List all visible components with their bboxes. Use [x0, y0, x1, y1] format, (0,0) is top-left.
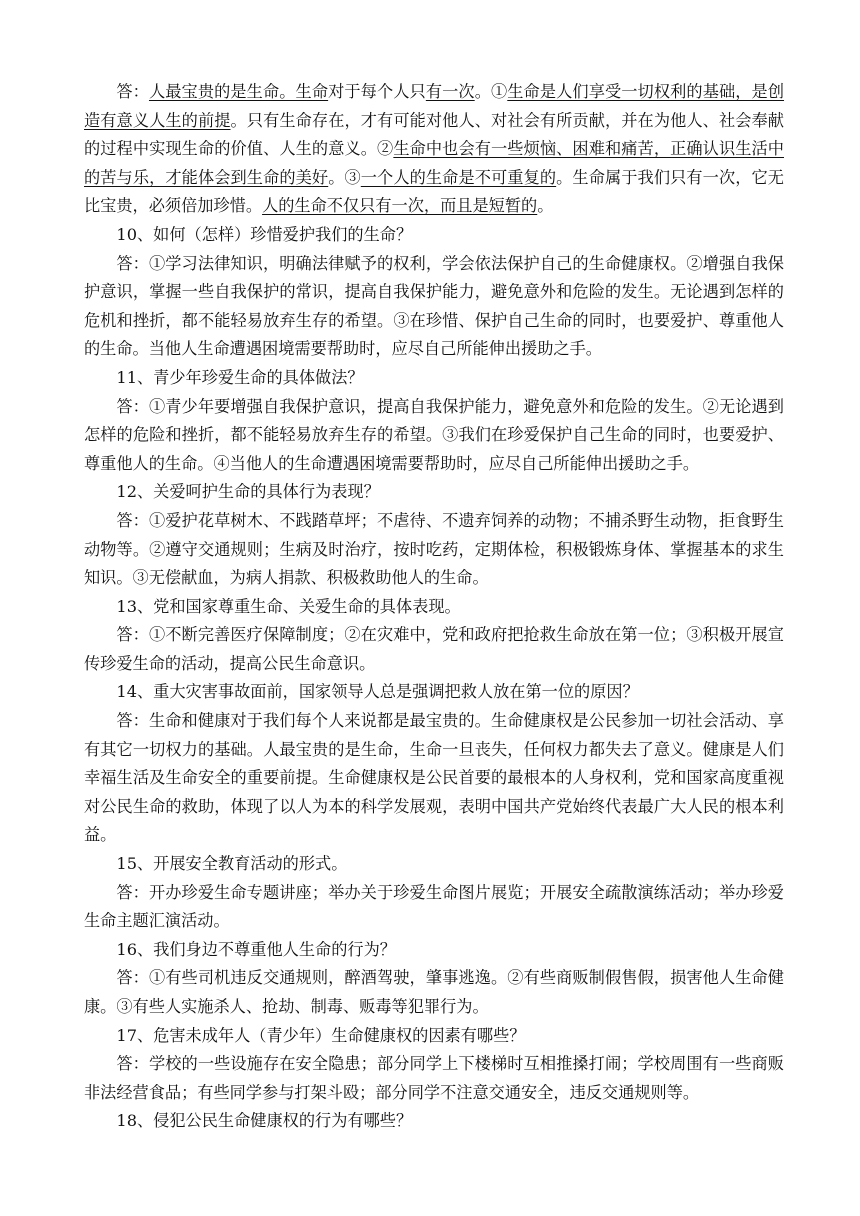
text-segment: 11、青少年珍爱生命的具体做法？ — [116, 367, 364, 387]
underlined-text: 生命中也会有一些烦恼、困难和痛苦，正确认识生活中的苦与乐，才能体会到生命的美好 — [84, 139, 784, 187]
text-segment: 答：①青少年要增强自我保护意识，提高自我保护能力，避免意外和危险的发生。②无论遇到怎样的危险和挫折，都不能轻易放弃生存的希望。③我们在珍爱保护自己生命的同时，也要爱护、尊重他人的生命。④当他人的生命遭遇困境需要帮助时，应尽自己所能伸出援助之手。 — [84, 396, 784, 473]
paragraph — [84, 707, 784, 850]
paragraph — [84, 250, 784, 364]
text-segment: 答： — [116, 82, 149, 101]
paragraph — [84, 1107, 784, 1136]
underlined-text: 人最宝贵的是生命。生命 — [148, 82, 329, 101]
paragraph — [84, 593, 784, 622]
text-segment: 18、侵犯公民生命健康权的行为有哪些？ — [116, 1111, 413, 1131]
text-segment: 15、开展安全教育活动的形式。 — [116, 854, 348, 874]
paragraph — [84, 936, 784, 965]
text-segment: 。生命属于我们只有一次，它无比宝贵，必须倍加珍惜。 — [84, 167, 784, 216]
paragraph — [84, 78, 784, 221]
paragraph — [84, 621, 784, 678]
paragraph — [84, 478, 784, 507]
underlined-text: 有一次 — [425, 82, 475, 101]
underlined-text: 生命是人们享受一切权利的基础，是创造有意义人生的前提 — [84, 82, 785, 130]
text-segment: 。 — [537, 196, 554, 216]
paragraph — [84, 1022, 784, 1051]
paragraph — [84, 678, 784, 707]
text-segment: 对于每个人只 — [328, 82, 426, 101]
underlined-text: 一个人的生命是不可重复的 — [360, 167, 557, 187]
text-segment: 。③ — [328, 167, 361, 187]
underlined-text: 人的生命不仅只有一次，而且是短暂的 — [262, 196, 538, 216]
text-segment: 答：①学习法律知识，明确法律赋予的权利，学会依法保护自己的生命健康权。②增强自我保护意识，掌握一些自我保护的常识，提高自我保护能力，避免意外和危险的发生。无论遇到怎样的危机和挫折，都不能轻易放弃生存的希望。③在珍惜、保护自己生命的同时，也要爱护、尊重他人的生命。当他人生命遭遇困境需要帮助时，应尽自己所能伸出援助之手。 — [84, 253, 784, 359]
text-segment: 12、关爱呵护生命的具体行为表现？ — [116, 482, 380, 502]
text-segment: 答：①有些司机违反交通规则，醉酒驾驶，肇事逃逸。②有些商贩制假售假，损害他人生命健康。③有些人实施杀人、抢劫、制毒、贩毒等犯罪行为。 — [84, 968, 784, 1016]
text-segment: 14、重大灾害事故面前，国家领导人总是强调把救人放在第一位的原因？ — [116, 682, 639, 702]
text-segment: 答：开办珍爱生命专题讲座；举办关于珍爱生命图片展览；开展安全疏散演练活动；举办珍爱生命主题汇演活动。 — [84, 882, 784, 931]
paragraph — [84, 879, 784, 936]
paragraph — [84, 1050, 784, 1107]
text-segment: 答：①不断完善医疗保障制度；②在灾难中，党和政府把抢救生命放在第一位；③积极开展宣传珍爱生命的活动，提高公民生命意识。 — [84, 625, 784, 673]
text-segment: 。只有生命存在，才有可能对他人、对社会有所贡献，并在为他人、社会奉献的过程中实现生命的价值、人生的意义。② — [84, 110, 784, 159]
text-segment: 答：生命和健康对于我们每个人来说都是最宝贵的。生命健康权是公民参加一切社会活动、享有其它一切权力的基础。人最宝贵的是生命，生命一旦丧失，任何权力都失去了意义。健康是人们幸福生活及生命安全的重要前提。生命健康权是公民首要的最根本的人身权利，党和国家高度重视对公民生命的救助，体现了以人为本的科学发展观，表明中国共产党始终代表最广大人民的根本利益。 — [84, 711, 784, 845]
paragraph — [84, 221, 784, 250]
paragraph — [84, 964, 784, 1021]
document-page — [84, 78, 784, 1136]
text-segment: 。① — [474, 82, 508, 101]
text-segment: 答：学校的一些设施存在安全隐患；部分同学上下楼梯时互相推搡打闹；学校周围有一些商贩非法经营食品；有些同学参与打架斗殴；部分同学不注意交通安全，违反交通规则等。 — [84, 1054, 784, 1102]
paragraph — [84, 364, 784, 393]
paragraph — [84, 507, 784, 593]
paragraph — [84, 393, 784, 479]
text-segment: 10、如何（怎样）珍惜爱护我们的生命？ — [116, 224, 413, 244]
text-segment: 16、我们身边不尊重他人生命的行为？ — [116, 939, 396, 959]
text-segment: 13、党和国家尊重生命、关爱生命的具体表现。 — [116, 596, 461, 616]
paragraph — [84, 850, 784, 879]
text-segment: 17、危害未成年人（青少年）生命健康权的因素有哪些？ — [116, 1025, 526, 1045]
text-segment: 答：①爱护花草树木、不践踏草坪；不虐待、不遗弃饲养的动物；不捕杀野生动物，拒食野生动物等。②遵守交通规则；生病及时治疗，按时吃药，定期体检，积极锻炼身体、掌握基本的求生知识。③无偿献血，为病人捐款、积极救助他人的生命。 — [84, 510, 784, 588]
